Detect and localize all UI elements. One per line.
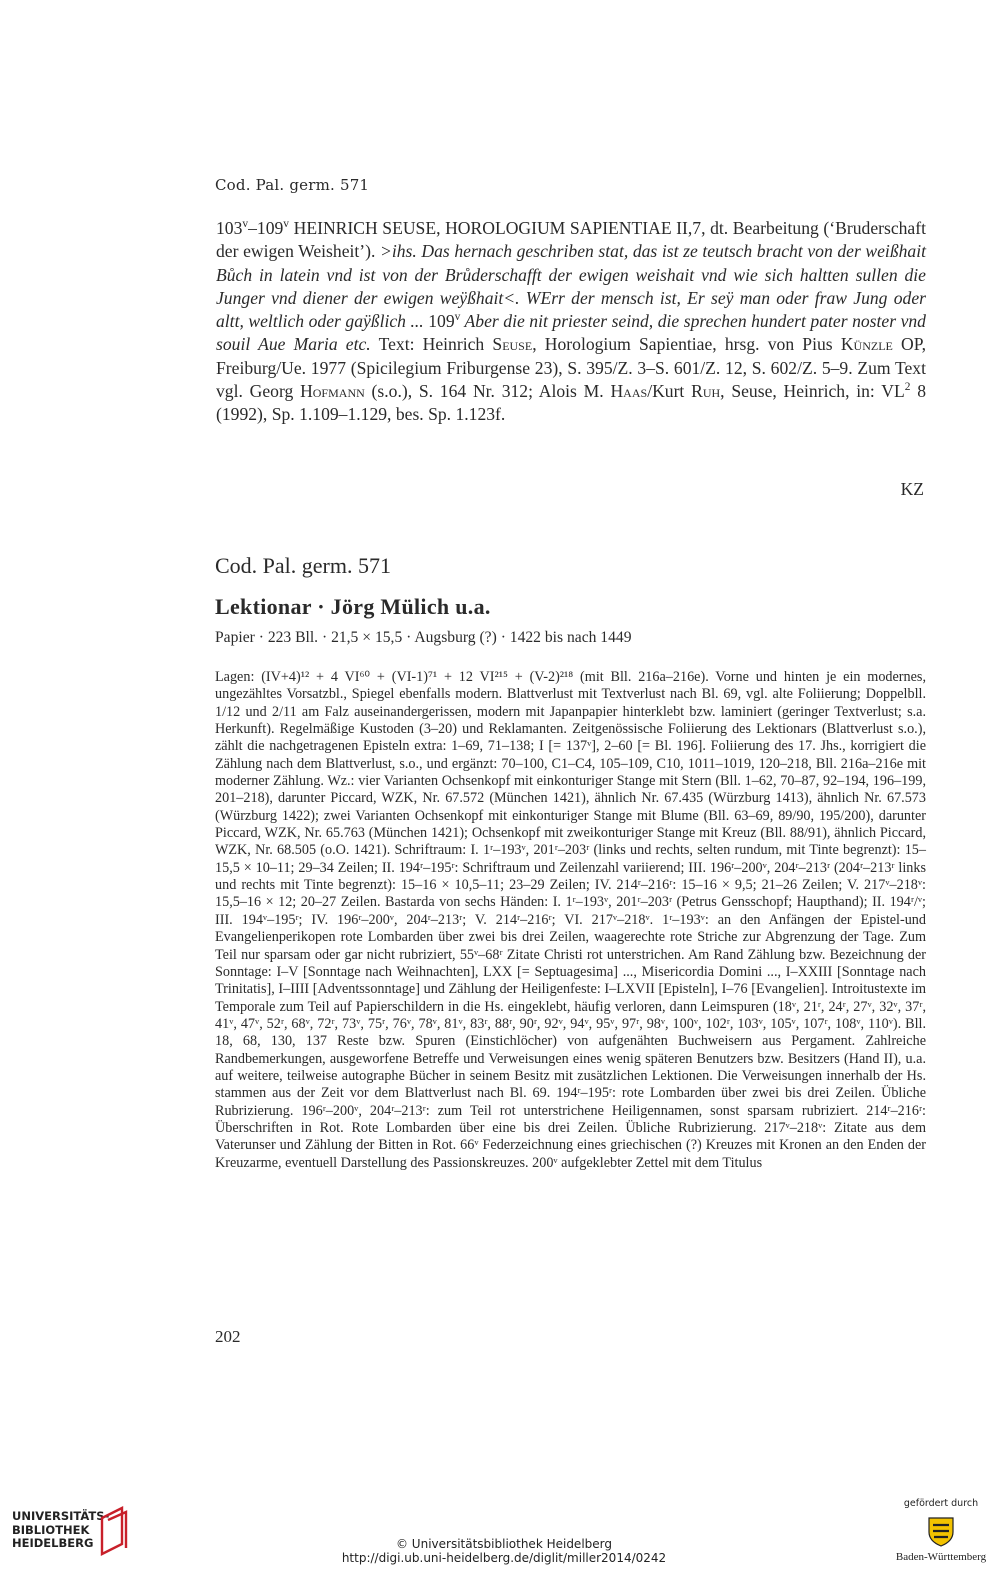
logo-line-2: BIBLIOTHEK — [12, 1522, 90, 1537]
entry-folio2-side: v — [454, 311, 461, 324]
folio-end: 109 — [256, 218, 284, 238]
author-ruh: Ruh — [691, 381, 721, 402]
codex-title: Cod. Pal. germ. 571 — [215, 553, 391, 578]
footer-credits — [0, 1537, 1008, 1565]
vl-superscript: 2 — [904, 381, 911, 394]
entry-text-4: (s.o.), S. 164 Nr. 312; Alois M. — [364, 381, 611, 402]
codex-description: Lagen: (IV+4)¹² + 4 VI⁶⁰ + (VI-1)⁷¹ + 12 VI²¹⁵ + (V-2)²¹⁸ (mit Bll. 216a–216e). Vorne und hinten je ein modernes, ungezähltes Vorsatzbl., Spiegel ebenfalls modern. Blattverlust mit Textverlust nach Bl. 69, vgl. alte Foliierung; Doppelbll. 1/12 und 2/11 am Falz auseinandergerissen, modern mit Japanpapier hinterklebt bzw. laminiert (geringer Textverlust; s.a. Herkunft). Regelmäßige Kustoden (3–20) und Reklamanten. Zeitgenössische Foliierung des Lektionars (Blattverlust s.o.), zählt die nachgetragenen Episteln extra: 1–69, 71–138; I [= 137ᵛ], 2–60 [= Bl. 196]. Foliierung des 17. Jhs., korrigiert die Zählung nach dem Blattverlust, s.o., und ergänzt: 70–100, C1–C4, 105–109, C10, 1011–1019, 120–218, Bll. 216a–216e mit moderner Zählung. Wz.: vier Varianten Ochsenkopf mit einkonturiger Stange mit Stern (Bll. 1–62, 70–87, 92–194, 196–199, 201–218), darunter Piccard, WZK, Nr. 67.572 (München 1421), ähnlich Nr. 67.435 (Würzburg 1413), ähnlich Nr. 67.573 (Würzburg 1422); zwei Varianten Ochsenkopf mit einkonturiger Stange mit Blume (Bll. 63–69, 89/90, 195/200), darunter Piccard, WZK, Nr. 65.763 (München 1421); Ochsenkopf mit zweikonturiger Stange mit Kreuz (Bll. 88/91), ähnlich Piccard, WZK, Nr. 68.505 (o.O. 1421). Schriftraum: I. 1ʳ–193ᵛ, 201ʳ–203ʳ (links und rechts, selten rundum, mit Tinte begrenzt): 15–15,5 × 10–11; 29–34 Zeilen; II. 194ʳ–195ʳ: Schriftraum und Zeilenzahl variierend; III. 196ʳ–200ᵛ, 204ʳ–213ʳ (204ʳ–213ʳ links und rechts mit Tinte begrenzt): 15–16 × 10,5–11; 23–29 Zeilen; IV. 214ʳ–216ʳ: 15–16 × 9,5; 21–26 Zeilen; V. 217ᵛ–218ᵛ: 15,5–16 × 12; 20–27 Zeilen. Bastarda von sechs Händen: I. 1ʳ–193ᵛ, 201ʳ–203ʳ (Petrus Gensschopf; Haupthand); II. 194ʳ/ᵛ; III. 194ᵛ–195ʳ; IV. 196ʳ–200ᵛ, 204ʳ–213ʳ; V. 214ʳ–216ʳ; VI. 217ᵛ–218ᵛ. 1ʳ–193ᵛ: an den Anfängen der Epistel-und Evangelienperikopen rote Lombarden über zwei bis drei Zeilen, waagerechte rote Striche zur Abgrenzung der Tage. Zum Teil nur sparsam oder gar nicht rubriziert, 55ᵛ–68ʳ Zitate Christi rot unterstrichen. Am Rand Zählung bzw. Bezeichnung der Sonntage: I–V [Sonntage nach Weihnachten], LXX [= Septuagesima] ..., Misericordia Domini ..., I–XXIII [Sonntage nach Trinitatis], I–IIII [Adventssonntage] und Zählung der Heiligenfeste: I–LXVII [Episteln], I–76 [Evangelien]. Introitustexte im Temporale zum Teil auf Papierschildern in die Hs. eingeklebt, häufig verloren, dann Leimspuren (18ᵛ, 21ʳ, 24ʳ, 27ᵛ, 32ᵛ, 37ʳ, 41ᵛ, 47ᵛ, 52ʳ, 68ᵛ, 72ʳ, 73ᵛ, 75ʳ, 76ᵛ, 78ᵛ, 81ᵛ, 83ʳ, 88ʳ, 90ʳ, 92ᵛ, 94ᵛ, 95ᵛ, 97ʳ, 98ᵛ, 100ᵛ, 102ʳ, 103ᵛ, 105ᵛ, 107ʳ, 108ᵛ, 110ᵛ). Bll. 18, 68, 130, 137 Reste bzw. Spuren (Einstichlöcher) von aufgenähten Buchweisern aus Pergament. Zahlreiche Randbemerkungen, ausgeworfene Betreffe und Verweisungen eines wenig späteren Benutzers bzw. Besitzers (Hand II), u.a. auf weitere, teilweise autographe Bücher in seinem Besitz mit zusätzlichen Lektionen. Die Verweisungen innerhalb der Hs. stammen aus der Zeit vor dem Blattverlust nach Bl. 69. 194ʳ–195ʳ: rote Lombarden über zwei bis drei Zeilen. Übliche Rubrizierung. 196ʳ–200ᵛ, 204ʳ–213ʳ: zum Teil rot unterstrichene Heiligennamen, sonst sparsam rubriziert. 214ʳ–216ʳ: Überschriften in Rot. Rote Lombarden über eine bis drei Zeilen. Übliche Rubrizierung. 217ᵛ–218ᵛ: Zitate aus dem Vaterunser und Zählung der Bitten in Rot. 66ᵛ Federzeichnung eines griechischen (?) Kreuzes mit Kronen an den Enden der Kreuzarme, eventuell Darstellung des Passionskreuzes. 200ᵛ aufgeklebter Zettel mit dem Titulus — [215, 669, 926, 1171]
entry-heading: HEINRICH SEUSE, HOROLOGIUM SAPIENTIAE II,7, dt. Bearbeitung (‘Bruderschaft der ewigen Weisheit’). — [216, 218, 926, 262]
logo-line-3: HEIDELBERG — [12, 1536, 94, 1550]
source-url-link[interactable]: http://digi.ub.uni-heidelberg.de/diglit/miller2014/0242 — [341, 1551, 667, 1565]
codex-subtitle: Lektionar · Jörg Mülich u.a. — [215, 594, 491, 619]
entry-text-1: Text: Heinrich — [370, 334, 493, 355]
author-initials: KZ — [900, 479, 924, 499]
entry-explicit: Aber die nit priester seind, die sprechen hundert pater noster vnd souil Aue Maria etc. — [216, 311, 926, 355]
entry-incipit: >ihs. Das hernach geschriben stat, das ist ze teutsch bracht von der weißhait Bůch in latein vnd ist von der Brůderschafft der ewigen weishait vnd wie sich haltten sullen die Junger vnd diener der ewigen weÿßhait<. WErr der mensch ist, Er seÿ man oder fraw Jung oder altt, weltlich oder gaÿßlich ... — [216, 241, 926, 332]
sponsor-name: Baden-Württemberg — [895, 1551, 987, 1563]
state-crest-icon — [926, 1515, 956, 1547]
codex-meta: Papier · 223 Bll. · 21,5 × 15,5 · Augsburg (?) · 1422 bis nach 1449 — [215, 629, 632, 646]
logo-line-1: UNIVERSITÄTS- — [12, 1509, 110, 1523]
folio-end-side: v — [283, 218, 290, 231]
entry-text-2: , Horologium Sapientiae, hrsg. von Pius — [532, 334, 841, 355]
sponsor-block — [886, 1498, 996, 1563]
author-seuse: Seuse — [492, 334, 533, 355]
catalog-entry: 103$^v$–109$^v$ HEINRICH SEUSE, HOROLOGIUM SAPIENTIAE II,7, dt. Bearbeitung (‘Bruderschaft der ewigen Weisheit’). >ihs. Das hernach geschriben stat, das ist ze teutsch bracht von der weißhait Bůch in latein vnd ist von der Brůderschafft der ewigen weishait vnd wie sich haltten sullen die Junger vnd diener der ewigen weÿßhait<. WErr der mensch ist, Er seÿ man oder fraw Jung oder altt, weltlich oder gaÿßlich ... 109$^v$ Aber die nit priester seind, die sprechen hundert pater noster vnd souil Aue Maria etc. Text: Heinrich Seuse, Horologium Sapientiae, hrsg. von Pius Künzle OP, Freiburg/Ue. 1977 (Spicilegium Friburgense 23), S. 395/Z. 3–S. 601/Z. 12, S. 602/Z. 5–9. Zum Text vgl. Georg Hofmann (s.o.), S. 164 Nr. 312; Alois M. Haas/Kurt Ruh, Seuse, Heinrich, in: $VL^2$ 8 (1992), Sp. 1.109–1.129, bes. Sp. 1.123f. — [216, 218, 926, 425]
author-hofmann: Hofmann — [300, 381, 365, 402]
copyright-text: © Universitätsbibliothek Heidelberg — [395, 1537, 612, 1551]
entry-text-7: 8 (1992), Sp. 1.109–1.129, bes. Sp. 1.123f. — [216, 381, 926, 425]
sponsor-label: gefördert durch — [903, 1498, 979, 1509]
folio-start: 103 — [216, 218, 243, 238]
running-header: Cod. Pal. germ. 571 — [215, 176, 370, 194]
entry-text-3: OP, Freiburg/Ue. 1977 (Spicilegium Friburgense 23), S. 395/Z. 3–S. 601/Z. 12, S. 602/Z. 5–9. Zum Text vgl. Georg — [216, 334, 926, 402]
entry-folio2: 109 — [423, 311, 455, 332]
entry-text-6: , Seuse, Heinrich, in: VL — [720, 381, 905, 402]
author-kuenzle: Künzle — [840, 334, 893, 355]
page-number: 202 — [215, 1327, 241, 1346]
folio-start-side: v — [242, 218, 249, 231]
author-haas: Haas — [610, 381, 648, 402]
entry-text-5: /Kurt — [647, 381, 692, 402]
